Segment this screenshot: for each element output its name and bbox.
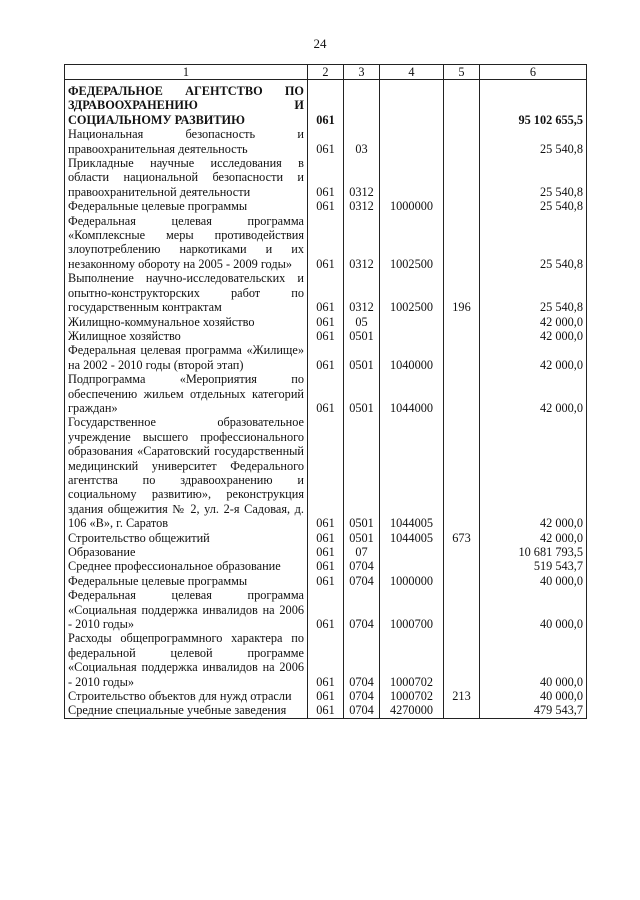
row-amount: 25 540,8 [480, 271, 587, 314]
table-row [65, 415, 587, 530]
row-name: Федеральные целевые программы [65, 574, 308, 588]
row-code-4: 1000700 [380, 588, 444, 631]
row-amount: 25 540,8 [480, 214, 587, 272]
row-code-5: 673 [444, 531, 480, 545]
row-name: Федеральная целевая программа «Жилище» на 2002 - 2010 годы (второй этап) [65, 343, 308, 372]
row-code-3: 0704 [344, 588, 380, 631]
row-name: Федеральная целевая программа «Социальная поддержка инвалидов на 2006 - 2010 годы» [65, 588, 308, 631]
row-code-4 [380, 315, 444, 329]
row-code-2: 061 [308, 531, 344, 545]
row-code-2: 061 [308, 574, 344, 588]
row-code-4 [380, 545, 444, 559]
row-code-4 [380, 559, 444, 573]
column-header: 6 [480, 65, 587, 80]
table-row [65, 343, 587, 372]
row-code-4: 1002500 [380, 271, 444, 314]
row-name: Расходы общепрограммного характера по федеральной целевой программе «Социальная поддержка инвалидов на 2006 - 2010 годы» [65, 631, 308, 689]
row-amount: 40 000,0 [480, 631, 587, 689]
row-amount: 25 540,8 [480, 127, 587, 156]
row-code-4: 4270000 [380, 703, 444, 718]
row-code-2: 061 [308, 80, 344, 128]
row-code-3: 03 [344, 127, 380, 156]
row-code-5 [444, 343, 480, 372]
row-amount: 42 000,0 [480, 343, 587, 372]
row-code-5 [444, 372, 480, 415]
table-header-row [65, 65, 587, 80]
row-code-2: 061 [308, 156, 344, 199]
row-code-5 [444, 559, 480, 573]
row-code-2: 061 [308, 631, 344, 689]
row-code-5 [444, 415, 480, 530]
row-name: ФЕДЕРАЛЬНОЕ АГЕНТСТВО ПО ЗДРАВООХРАНЕНИЮ И СОЦИАЛЬНОМУ РАЗВИТИЮ [65, 80, 308, 128]
row-amount: 42 000,0 [480, 315, 587, 329]
row-code-2: 061 [308, 127, 344, 156]
row-code-3: 0312 [344, 199, 380, 213]
row-amount: 42 000,0 [480, 329, 587, 343]
table-row [65, 703, 587, 718]
row-code-2: 061 [308, 315, 344, 329]
table-row [65, 689, 587, 703]
row-amount: 42 000,0 [480, 372, 587, 415]
table-row [65, 531, 587, 545]
row-amount: 10 681 793,5 [480, 545, 587, 559]
row-code-3: 0704 [344, 689, 380, 703]
row-amount: 519 543,7 [480, 559, 587, 573]
row-code-5 [444, 214, 480, 272]
row-name: Жилищно-коммунальное хозяйство [65, 315, 308, 329]
column-header: 2 [308, 65, 344, 80]
row-amount: 40 000,0 [480, 689, 587, 703]
row-code-5 [444, 329, 480, 343]
row-code-3: 0501 [344, 343, 380, 372]
row-code-4: 1002500 [380, 214, 444, 272]
row-code-4 [380, 329, 444, 343]
row-code-4: 1000000 [380, 199, 444, 213]
row-name: Федеральные целевые программы [65, 199, 308, 213]
column-header: 4 [380, 65, 444, 80]
row-code-2: 061 [308, 372, 344, 415]
row-code-3: 0704 [344, 574, 380, 588]
row-amount: 40 000,0 [480, 574, 587, 588]
table-row [65, 559, 587, 573]
row-code-2: 061 [308, 214, 344, 272]
row-amount: 95 102 655,5 [480, 80, 587, 128]
row-code-4: 1044000 [380, 372, 444, 415]
row-name: Прикладные научные исследования в области национальной безопасности и правоохранительной деятельности [65, 156, 308, 199]
row-code-2: 061 [308, 199, 344, 213]
row-code-3: 0704 [344, 703, 380, 718]
table-row [65, 214, 587, 272]
row-code-4: 1040000 [380, 343, 444, 372]
table-row [65, 271, 587, 314]
row-name: Федеральная целевая программа «Комплексные меры противодействия злоупотреблению наркотиками и их незаконному обороту на 2005 - 2009 годы» [65, 214, 308, 272]
row-code-3: 07 [344, 545, 380, 559]
row-name: Строительство общежитий [65, 531, 308, 545]
row-code-4 [380, 156, 444, 199]
row-code-4: 1000000 [380, 574, 444, 588]
column-header: 3 [344, 65, 380, 80]
row-code-5 [444, 703, 480, 718]
table-row [65, 631, 587, 689]
table-body [65, 80, 587, 719]
table-row [65, 315, 587, 329]
row-code-2: 061 [308, 588, 344, 631]
row-code-5: 196 [444, 271, 480, 314]
row-code-2: 061 [308, 689, 344, 703]
row-code-4 [380, 80, 444, 128]
row-code-5 [444, 127, 480, 156]
row-code-4: 1000702 [380, 689, 444, 703]
row-code-2: 061 [308, 329, 344, 343]
row-code-3: 0501 [344, 372, 380, 415]
table-row [65, 372, 587, 415]
table-row [65, 588, 587, 631]
table-row [65, 329, 587, 343]
table-row [65, 574, 587, 588]
row-name: Выполнение научно-исследовательских и опытно-конструкторских работ по государственным контрактам [65, 271, 308, 314]
row-code-2: 061 [308, 343, 344, 372]
row-name: Подпрограмма «Мероприятия по обеспечению жильем отдельных категорий граждан» [65, 372, 308, 415]
row-code-3: 0501 [344, 531, 380, 545]
row-code-5 [444, 315, 480, 329]
row-name: Государственное образовательное учреждение высшего профессионального образования «Саратовский государственный медицинский университет Федерального агентства по здравоохранению и социальному развитию», реконструкция здания общежития № 2, ул. 2-я Садовая, д. 106 «В», г. Саратов [65, 415, 308, 530]
row-code-3: 0501 [344, 415, 380, 530]
row-code-2: 061 [308, 545, 344, 559]
column-header: 1 [65, 65, 308, 80]
row-code-3: 0501 [344, 329, 380, 343]
table-row [65, 199, 587, 213]
row-name: Жилищное хозяйство [65, 329, 308, 343]
table-row [65, 545, 587, 559]
row-amount: 40 000,0 [480, 588, 587, 631]
row-amount: 25 540,8 [480, 156, 587, 199]
table-row [65, 127, 587, 156]
row-code-2: 061 [308, 559, 344, 573]
row-code-2: 061 [308, 415, 344, 530]
column-header: 5 [444, 65, 480, 80]
row-code-5 [444, 80, 480, 128]
row-name: Среднее профессиональное образование [65, 559, 308, 573]
row-code-4: 1044005 [380, 415, 444, 530]
row-code-3: 0312 [344, 156, 380, 199]
budget-table [64, 64, 587, 719]
row-name: Средние специальные учебные заведения [65, 703, 308, 718]
row-name: Строительство объектов для нужд отрасли [65, 689, 308, 703]
row-code-5 [444, 545, 480, 559]
row-amount: 479 543,7 [480, 703, 587, 718]
row-code-4: 1000702 [380, 631, 444, 689]
row-code-3: 0704 [344, 559, 380, 573]
page-number: 24 [313, 36, 327, 51]
row-code-2: 061 [308, 271, 344, 314]
row-amount: 42 000,0 [480, 531, 587, 545]
row-code-3: 0312 [344, 214, 380, 272]
row-amount: 42 000,0 [480, 415, 587, 530]
row-code-5 [444, 588, 480, 631]
row-code-4 [380, 127, 444, 156]
row-code-3: 05 [344, 315, 380, 329]
table-row [65, 80, 587, 128]
row-name: Национальная безопасность и правоохранительная деятельность [65, 127, 308, 156]
row-code-4: 1044005 [380, 531, 444, 545]
row-name: Образование [65, 545, 308, 559]
row-code-3 [344, 80, 380, 128]
row-code-5 [444, 574, 480, 588]
row-code-5 [444, 199, 480, 213]
table-row [65, 156, 587, 199]
row-code-5: 213 [444, 689, 480, 703]
row-amount: 25 540,8 [480, 199, 587, 213]
row-code-5 [444, 156, 480, 199]
row-code-5 [444, 631, 480, 689]
row-code-3: 0704 [344, 631, 380, 689]
row-code-3: 0312 [344, 271, 380, 314]
row-code-2: 061 [308, 703, 344, 718]
